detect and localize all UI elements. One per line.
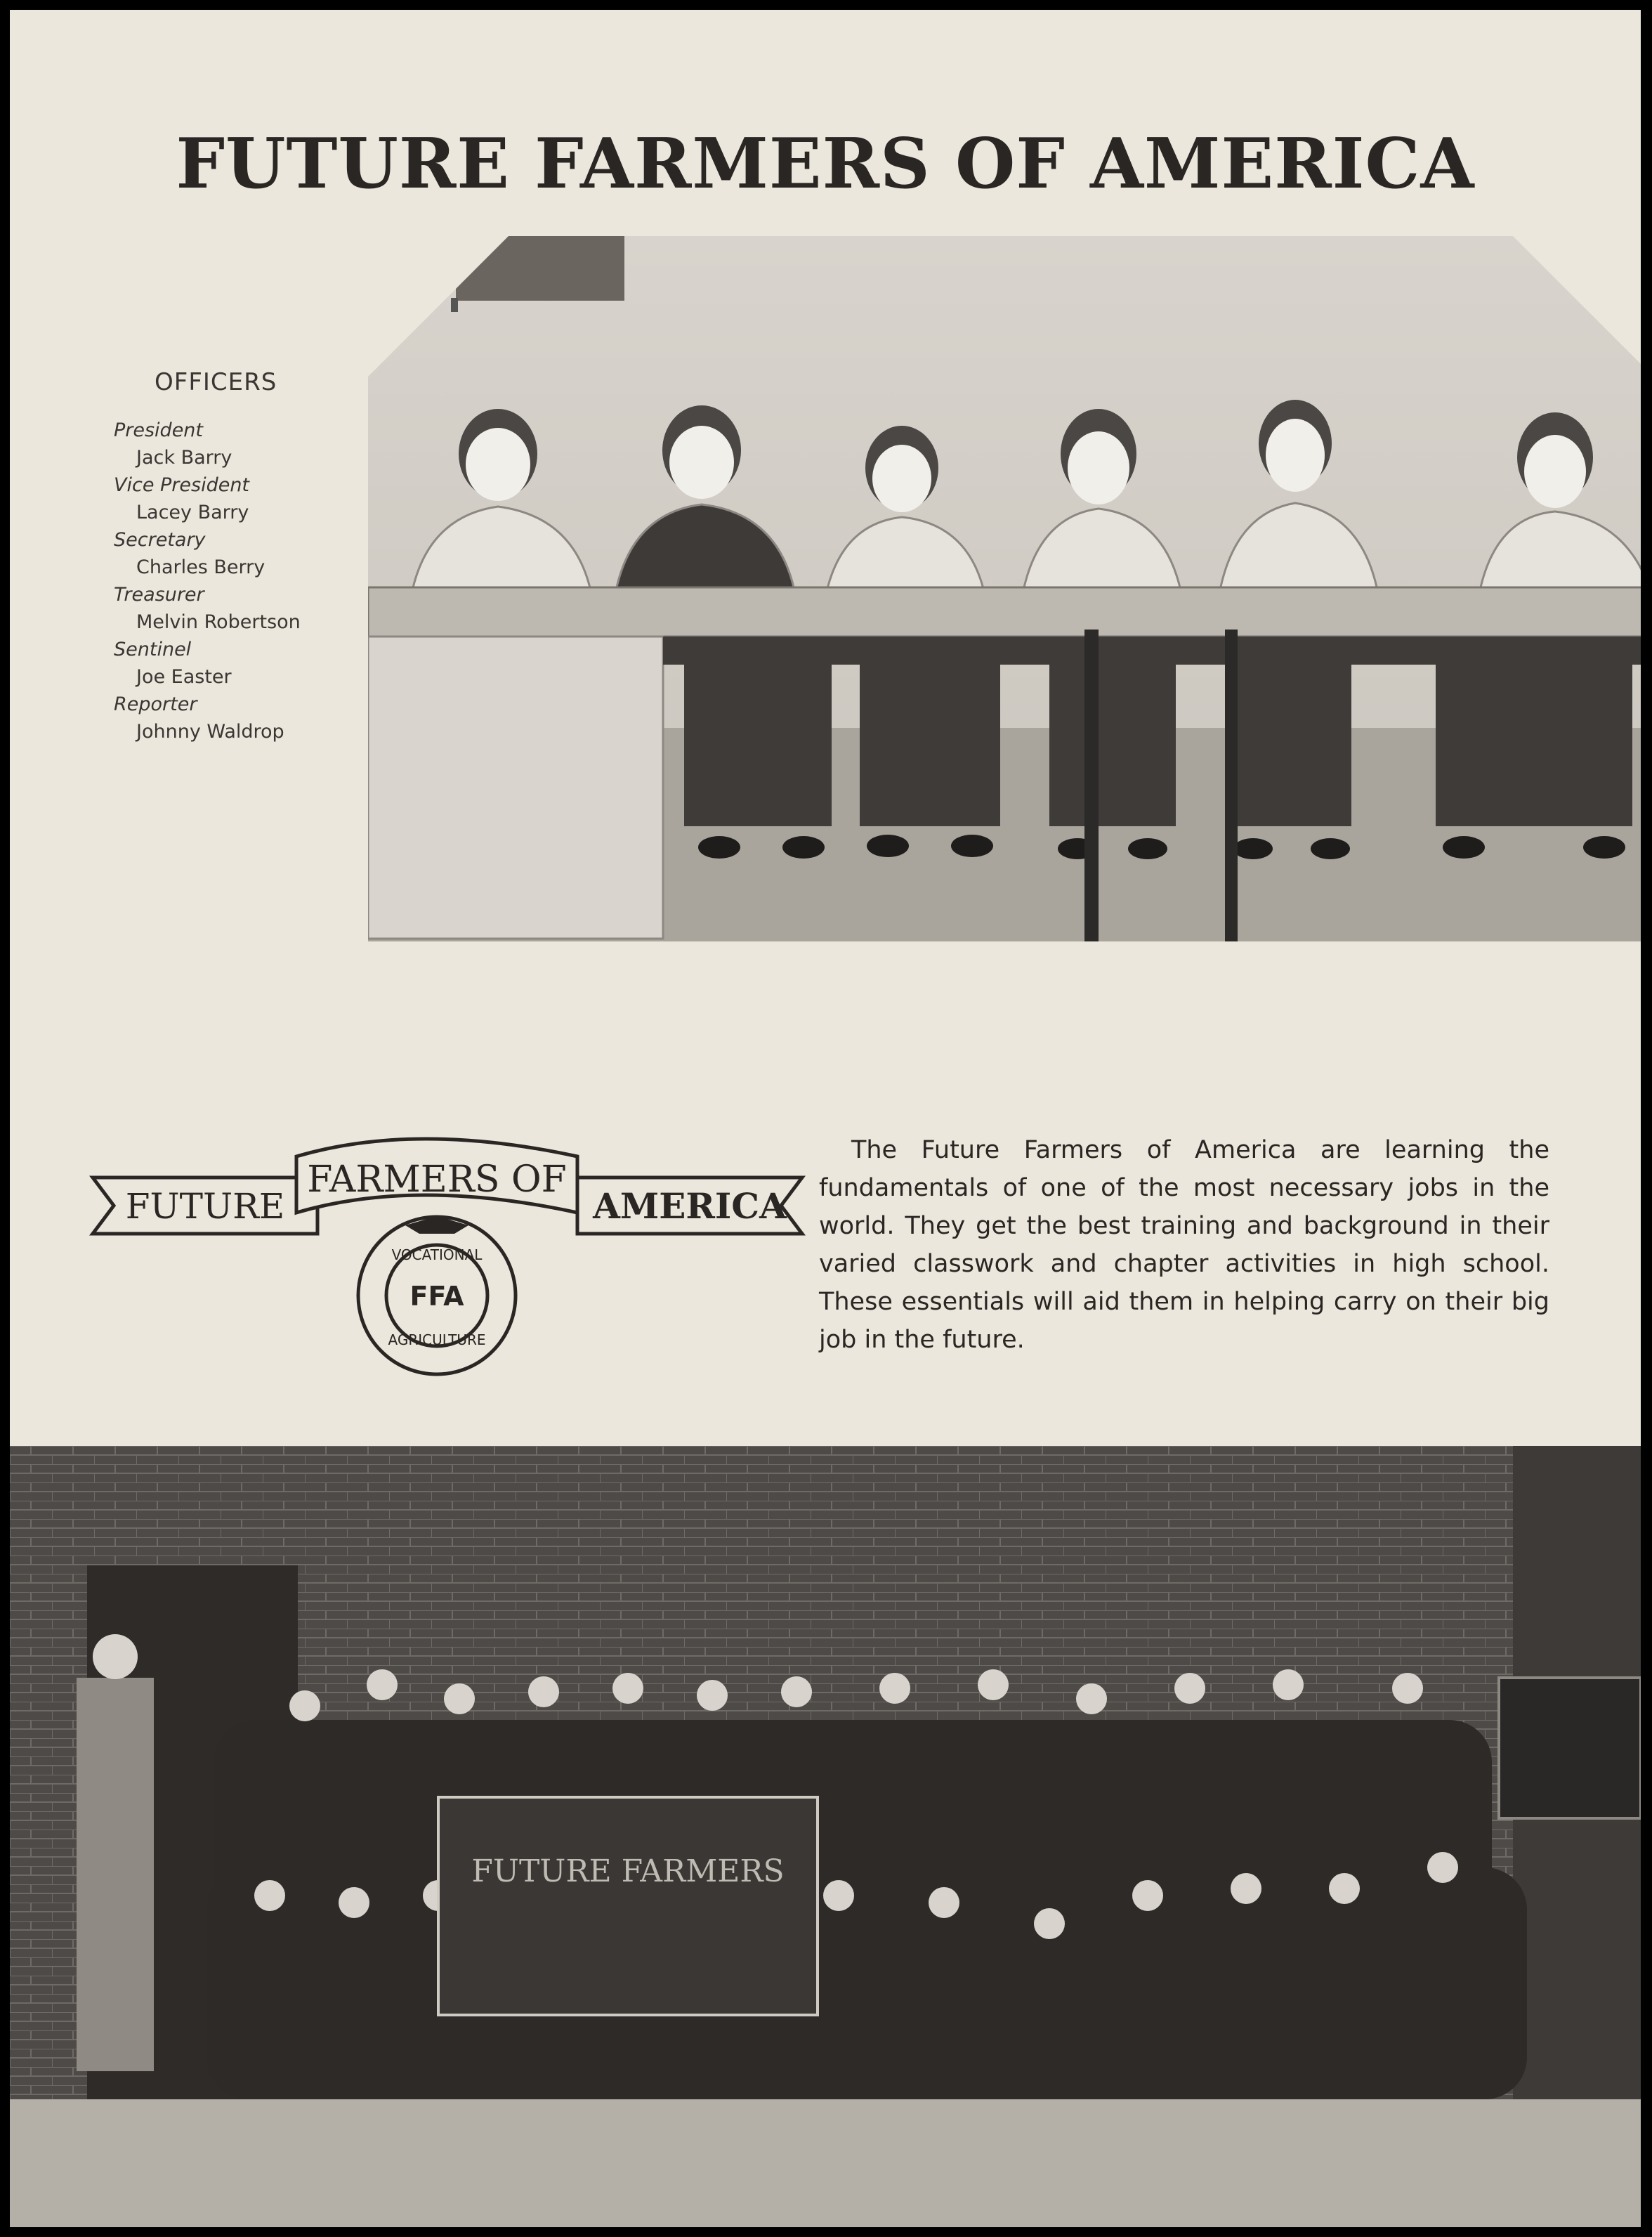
emblem-right-word: AMERICA	[593, 1185, 787, 1227]
office-title: Reporter	[114, 693, 197, 715]
emblem-top-words: FARMERS OF	[307, 1159, 567, 1201]
officer-name: Jack Barry	[136, 447, 232, 469]
officer-name: Melvin Robertson	[136, 611, 301, 633]
ffa-emblem	[86, 1128, 808, 1385]
yearbook-page	[10, 10, 1641, 2227]
officer-entry	[114, 691, 367, 746]
office-title: President	[114, 419, 204, 441]
officers-photo	[368, 236, 1641, 941]
officer-entry	[114, 637, 367, 691]
officer-name: Charles Berry	[136, 556, 266, 578]
body-text: The Future Farmers of America are learning the fundamentals of one of the most necessary jobs in the world. They get the best training and background in their varied classwork and chapter activities in high school. These essentials will aid them in helping carry on their big job in the future.	[819, 1136, 1549, 1354]
office-title: Treasurer	[114, 584, 204, 606]
officer-entry	[114, 417, 367, 472]
office-title: Sentinel	[114, 639, 192, 660]
officers-heading: OFFICERS	[155, 368, 277, 396]
officer-name: Johnny Waldrop	[136, 721, 284, 743]
emblem-ring-bottom: AGRICULTURE	[388, 1331, 486, 1348]
page-title: FUTURE FARMERS OF AMERICA	[176, 124, 1475, 204]
office-title: Secretary	[114, 529, 206, 551]
emblem-center: FFA	[409, 1281, 464, 1312]
officer-name: Lacey Barry	[136, 502, 249, 523]
banner-text: FUTURE FARMERS	[471, 1853, 785, 1889]
officer-name: Joe Easter	[136, 666, 232, 688]
officer-entry	[114, 527, 367, 582]
officer-entry	[114, 472, 367, 527]
group-photo	[10, 1446, 1641, 2227]
officer-entry	[114, 582, 367, 637]
emblem-ring-top: VOCATIONAL	[391, 1246, 483, 1263]
office-title: Vice President	[114, 474, 250, 496]
officers-list	[114, 368, 367, 746]
emblem-left-word: FUTURE	[125, 1186, 285, 1227]
